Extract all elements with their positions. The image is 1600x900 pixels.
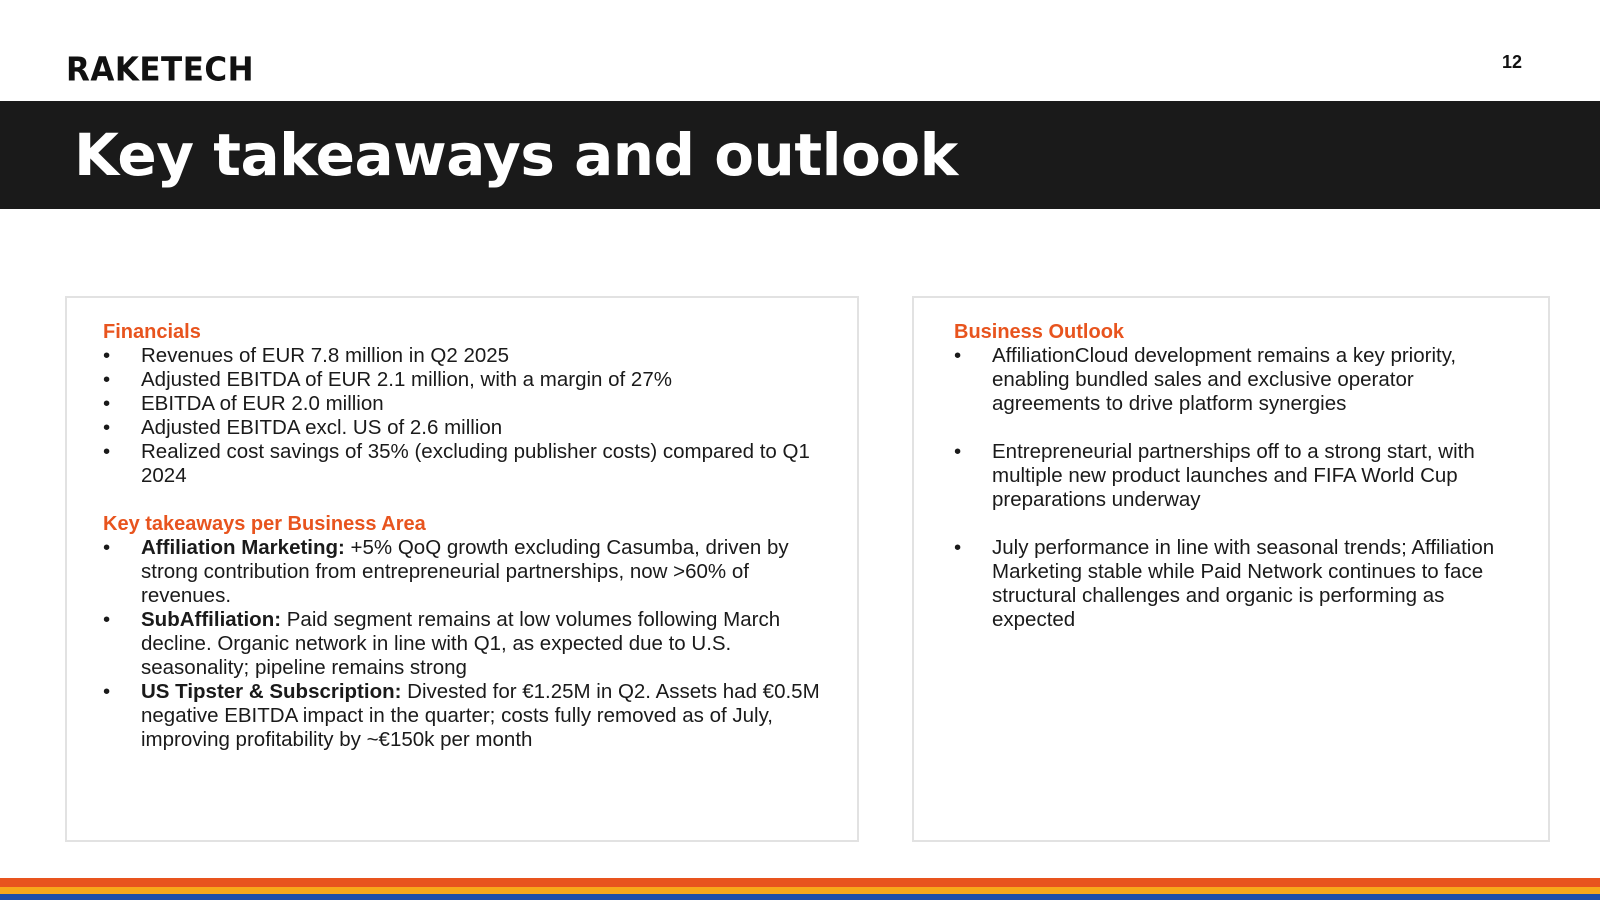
list-item [103,344,825,368]
raketech-logo: RAKETECH [66,51,255,89]
financials-heading: Financials [103,321,201,343]
page-number: 12 [1501,52,1522,72]
bullet-dot: • [103,368,111,391]
list-item-text: Entrepreneurial partnerships off to a strong start, with multiple new product launches and FIFA World Cup preparations underway [992,440,1475,511]
bullet-dot: • [954,536,962,559]
bullet-dot: • [103,608,111,631]
list-item-text: EBITDA of EUR 2.0 million [141,392,384,415]
list-item [103,392,825,416]
footer-stripes [0,878,1600,900]
bullet-dot: • [103,416,111,439]
list-item-text: Revenues of EUR 7.8 million in Q2 2025 [141,344,510,367]
stripe-orange [0,878,1600,887]
list-item [103,680,825,752]
outlook-card [912,296,1550,842]
business-area-heading: Key takeaways per Business Area [103,513,426,535]
business-outlook-heading: Business Outlook [954,321,1125,343]
list-item [954,536,1524,632]
list-item-text: Paid segment remains at low volumes following March decline. Organic network in line with Q1, as expected due to U.S. seasonality; pipeline remains strong [141,608,781,679]
list-item-label: US Tipster & Subscription: [141,680,402,703]
outlook-content [954,320,1524,656]
list-item-label: SubAffiliation: [141,608,282,631]
list-item-text: Adjusted EBITDA of EUR 2.1 million, with a margin of 27% [141,368,672,391]
list-item [954,440,1524,512]
outlook-list [954,344,1524,632]
bullet-dot: • [103,344,111,367]
slide-title: Key takeaways and outlook [74,121,958,189]
list-item-label: Affiliation Marketing: [141,536,345,559]
list-item-text: AffiliationCloud development remains a key priority, enabling bundled sales and exclusive operator agreements to drive platform synergies [992,344,1457,415]
list-item [103,608,825,680]
list-item [103,536,825,608]
list-item [103,416,825,440]
bullet-dot: • [103,680,111,703]
business-area-list [103,536,825,752]
list-item [103,440,825,488]
bullet-dot: • [103,440,111,463]
list-item-text: July performance in line with seasonal trends; Affiliation Marketing stable while Paid Network continues to face structural challenges and organic is performing as expected [992,536,1495,631]
list-item-text: Adjusted EBITDA excl. US of 2.6 million [141,416,503,439]
bullet-dot: • [103,536,111,559]
stripe-blue [0,894,1600,900]
list-item [103,368,825,392]
list-item-text: +5% QoQ growth excluding Casumba, driven by strong contribution from entrepreneurial partnerships, now >60% of revenues. [141,536,789,607]
financials-list [103,344,825,488]
bullet-dot: • [103,392,111,415]
title-bar [0,101,1600,209]
list-item-text: Realized cost savings of 35% (excluding publisher costs) compared to Q1 2024 [141,440,810,487]
stripe-yellow [0,887,1600,894]
takeaways-content [103,320,825,752]
list-item [954,344,1524,416]
takeaways-card [65,296,859,842]
list-item-text: Divested for €1.25M in Q2. Assets had €0.5M negative EBITDA impact in the quarter; costs fully removed as of July, improving profitability by ~€150k per month [141,680,820,751]
bullet-dot: • [954,344,962,367]
bullet-dot: • [954,440,962,463]
